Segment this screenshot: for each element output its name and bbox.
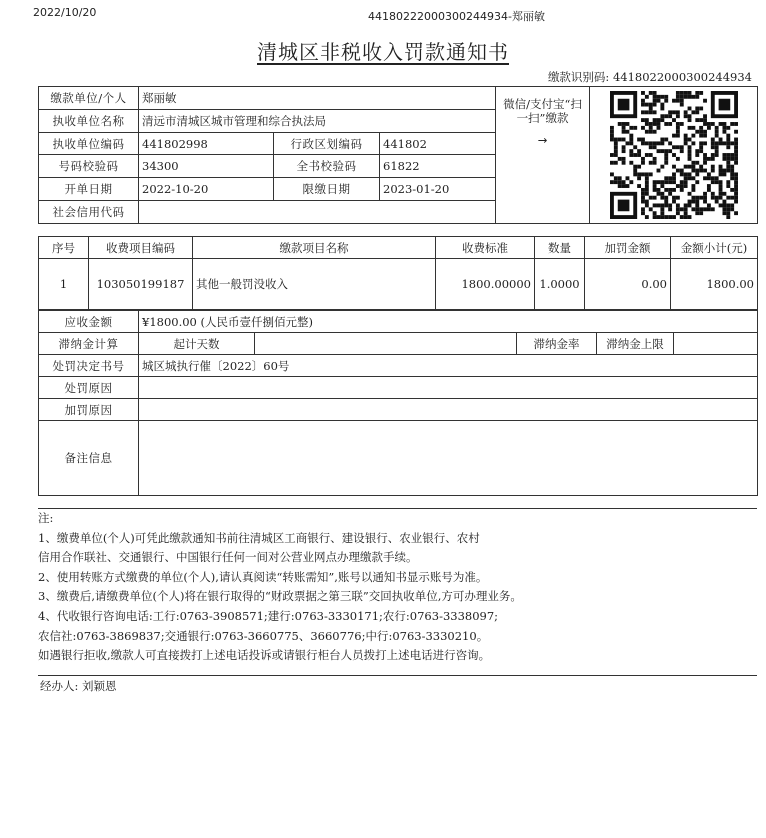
payer-label: 缴款单位/个人 (39, 87, 139, 110)
header-standard: 收费标准 (436, 237, 535, 259)
bill-id: 缴款识别码: 441802200030024493​4 (547, 70, 752, 84)
document-title: 清城区非税收入罚款通知书 (257, 40, 509, 64)
number-check-label: 号码校验码 (39, 155, 139, 178)
collector-label: 执收单位名称 (39, 109, 139, 132)
header-surcharge: 加罚金额 (585, 237, 671, 259)
decision-label: 处罚决定书号 (39, 355, 139, 377)
region-code-value: 441802 (380, 132, 496, 155)
info-table (38, 86, 758, 224)
late-fee-label: 滞纳金计算 (39, 333, 139, 355)
remark-value (139, 421, 758, 496)
row-standard: 1800.00000 (436, 259, 535, 310)
number-check-value: 34300 (139, 155, 274, 178)
credit-code-value (139, 201, 496, 224)
collector-code-value: 441802998 (139, 132, 274, 155)
region-code-label: 行政区划编码 (274, 132, 380, 155)
due-date-value: 2023-01-20 (380, 178, 496, 201)
notes-line: 1、缴费单位(个人)可凭此缴款通知书前往清城区工商银行、建设银行、农业银行、农村 (38, 530, 480, 545)
surcharge-reason-value (139, 399, 758, 421)
notes-line: 信用合作联社、交通银行、中国银行任何一间对公营业网点办理缴款手续。 (38, 550, 418, 565)
decision-value: 城区城执行催〔2022〕60号 (139, 355, 758, 377)
top-document-title: 441802220003002449​34-郑丽敏 (368, 10, 545, 23)
row-subtotal: 1800.00 (671, 259, 758, 310)
cap-label: 滞纳金上限 (597, 333, 674, 355)
items-table (38, 236, 758, 310)
penalty-reason-label: 处罚原因 (39, 377, 139, 399)
header-subtotal: 金额小计(元) (671, 237, 758, 259)
notes-title: 注: (38, 511, 54, 525)
row-seq: 1 (39, 259, 89, 310)
table-row (39, 259, 758, 310)
surcharge-reason-label: 加罚原因 (39, 399, 139, 421)
row-surcharge: 0.00 (585, 259, 671, 310)
qr-cell (590, 87, 758, 224)
handler: 经办人: 刘颖恩 (40, 679, 117, 693)
days-value (255, 333, 517, 355)
notes-line: 农信社:0763-3869837;交通银行:0763-3660775、3660776;中行:0763-3330210。 (38, 628, 489, 643)
cap-value (674, 333, 758, 355)
header-name: 缴款项目名称 (193, 237, 436, 259)
notes-line: 3、缴费后,请缴费单位(个人)将在银行取得的“财政票据之第三联”交回执收单位,方可办理业务。 (38, 589, 522, 604)
row-name: 其他一般罚没收入 (193, 259, 436, 310)
notes-line: 如遇银行拒收,缴款人可直接拨打上述电话投诉或请银行柜台人员拨打上述电话进行咨询。 (38, 648, 491, 663)
rate-label: 滞纳金率 (517, 333, 597, 355)
summary-table (38, 310, 758, 496)
arrow-right-icon: → (537, 133, 548, 147)
notes-line: 4、代收银行咨询电话:工行:0763-3908571;建行:0763-3330171;农行:0763-3338097; (38, 608, 499, 623)
book-check-label: 全书校验码 (274, 155, 380, 178)
issue-date-value: 2022-10-20 (139, 178, 274, 201)
amount-due-value: ¥1800.00 (人民币壹仟捌佰元整) (139, 311, 758, 333)
print-date: 2022/10/20 (33, 6, 97, 19)
row-qty: 1.0000 (535, 259, 585, 310)
header-code: 收费项目编码 (89, 237, 193, 259)
qr-code-icon[interactable] (610, 91, 738, 219)
collector-code-label: 执收单位编码 (39, 132, 139, 155)
pay-method-text: 微信/支付宝“扫一扫”缴款 (503, 97, 582, 125)
collector-value: 清远市清城区城市管理和综合执法局 (139, 109, 496, 132)
pay-method-cell (496, 87, 590, 224)
penalty-reason-value (139, 377, 758, 399)
notes-line: 2、使用转账方式缴费的单位(个人),请认真阅读“转账需知”,账号以通知书显示账号为准。 (38, 569, 488, 584)
due-date-label: 限缴日期 (274, 178, 380, 201)
days-label: 起计天数 (139, 333, 255, 355)
issue-date-label: 开单日期 (39, 178, 139, 201)
amount-due-label: 应收金额 (39, 311, 139, 333)
remark-label: 备注信息 (39, 421, 139, 496)
book-check-value: 61822 (380, 155, 496, 178)
payer-value: 郑丽敏 (139, 87, 496, 110)
notes-section (38, 508, 757, 676)
header-qty: 数量 (535, 237, 585, 259)
row-code: 103050199187 (89, 259, 193, 310)
credit-code-label: 社会信用代码 (39, 201, 139, 224)
header-seq: 序号 (39, 237, 89, 259)
